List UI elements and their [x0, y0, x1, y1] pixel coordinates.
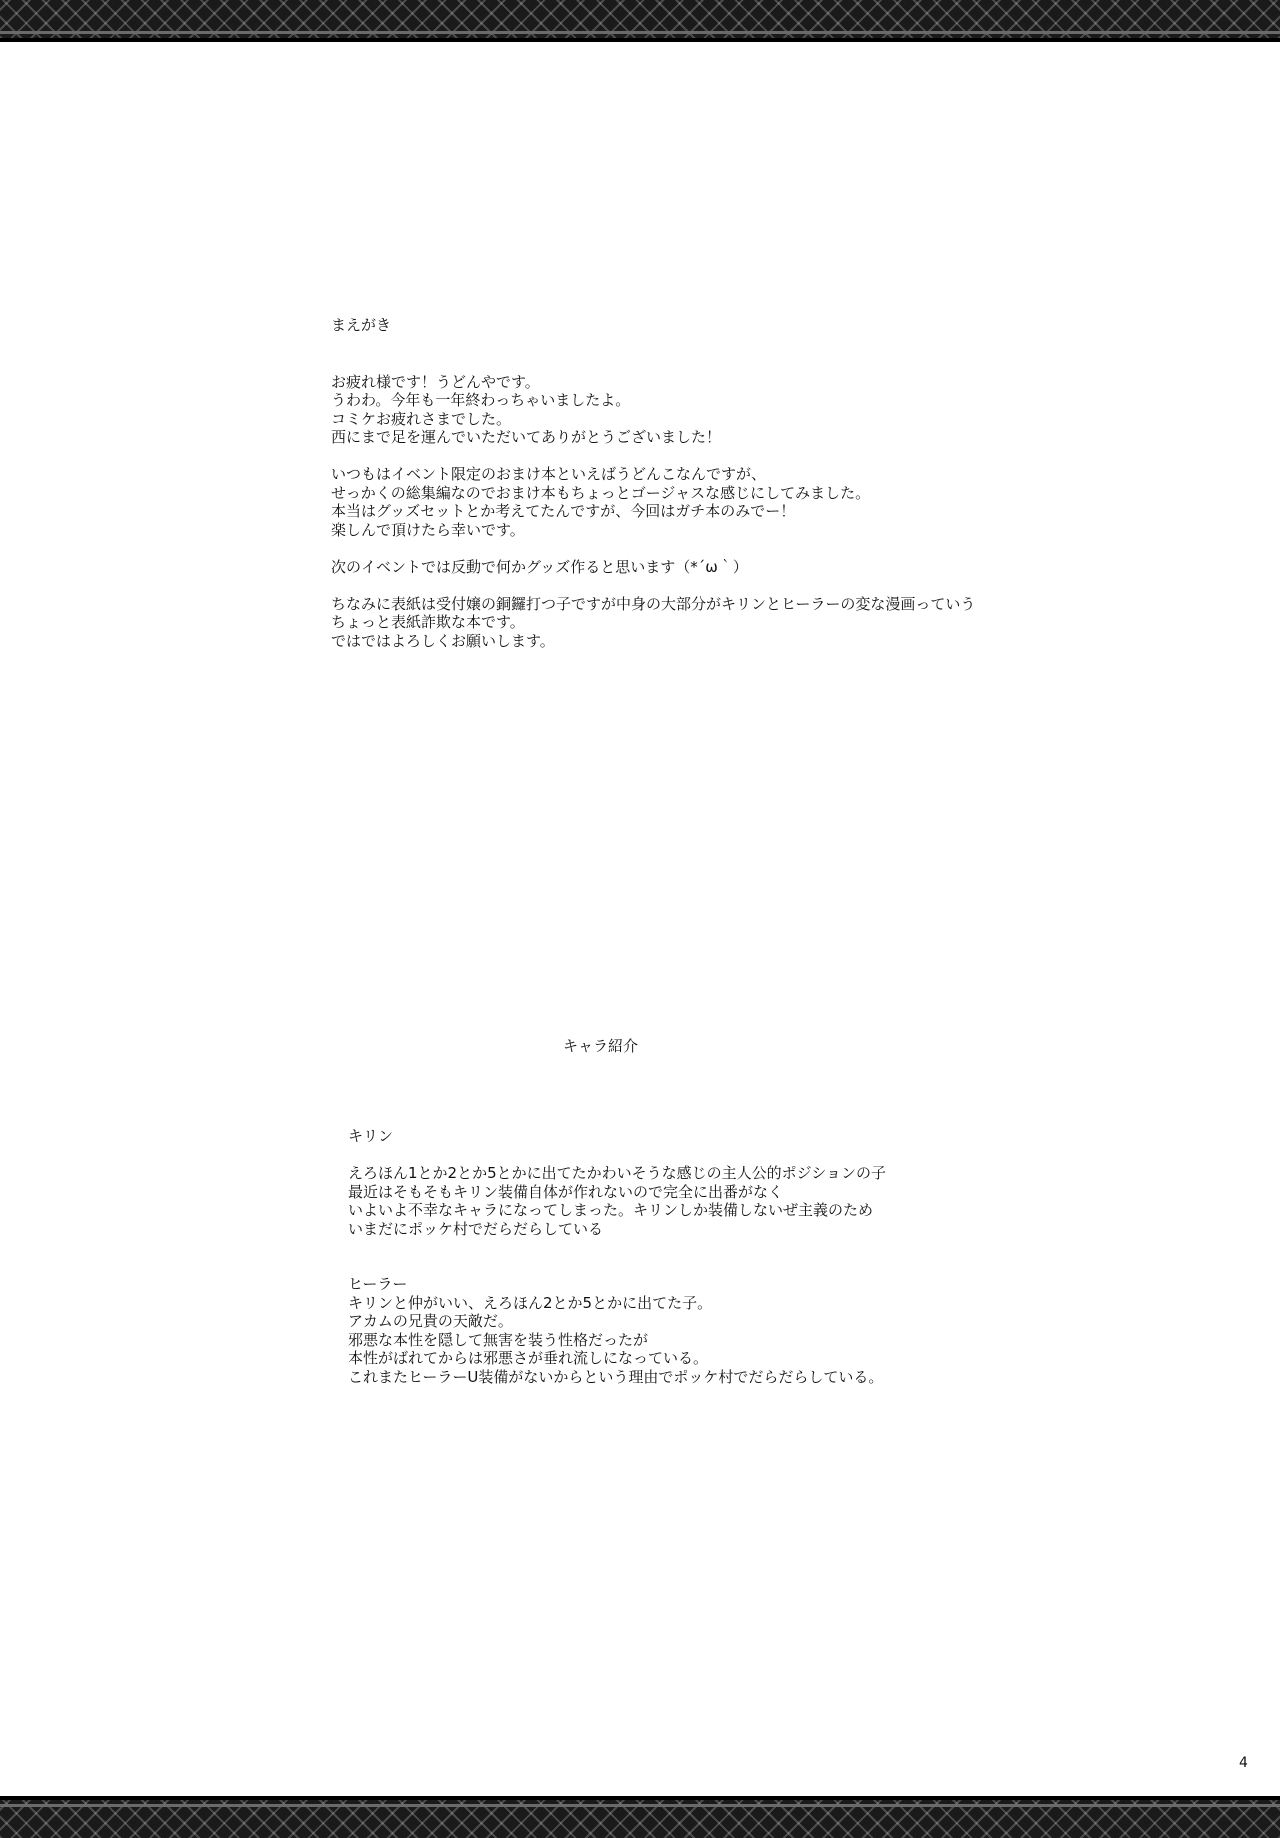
top-border-decoration [0, 0, 1280, 42]
preface-line: 本当はグッズセットとか考えてたんですが、今回はガチ本のみでー！ [331, 502, 796, 520]
blank-line [348, 1257, 886, 1276]
kirin-description-line: 最近はそもそもキリン装備自体が作れないので完全に出番がなく [348, 1182, 784, 1201]
blank-line [331, 447, 975, 466]
blank-line [331, 539, 975, 558]
bottom-border-decoration [0, 1796, 1280, 1838]
preface-line: いつもはイベント限定のおまけ本といえばうどんこなんですが、 [331, 465, 767, 483]
healer-description-line: アカムの兄貴の天敵だ。 [348, 1312, 513, 1330]
healer-description-line: キリンと仲がいい、えろほん2とか5とかに出てた子。 [348, 1293, 713, 1312]
healer-description-line: 本性がばれてからは邪悪さが垂れ流しになっている。 [348, 1349, 709, 1367]
healer-name: ヒーラー [348, 1275, 408, 1293]
kirin-description-line: いまだにポッケ村でだらだらしている [348, 1219, 604, 1238]
character-intro-heading: キャラ紹介 [563, 1037, 639, 1055]
preface-line: ちょっと表紙詐欺な本です。 [331, 613, 525, 631]
blank-line [331, 576, 975, 595]
blank-line [348, 1146, 886, 1165]
page-number: 4 [1239, 1755, 1248, 1771]
character-section [348, 1127, 886, 1386]
kirin-description-line: えろほん1とか2とか5とかに出てたかわいそうな感じの主人公的ポジションの子 [348, 1164, 886, 1182]
preface-line: 楽しんで頂けたら幸いです。 [331, 520, 525, 539]
kirin-name: キリン [348, 1127, 394, 1145]
blank-line [348, 1238, 886, 1257]
preface-line: 次のイベントでは反動で何かグッズ作ると思います（*´ω｀） [331, 557, 748, 576]
preface-title: まえがき [331, 316, 392, 334]
preface-line: ではではよろしくお願いします。 [331, 631, 555, 650]
preface-line: お疲れ様です！うどんやです。 [331, 372, 540, 391]
preface-line: せっかくの総集編なのでおまけ本もちょっとゴージャスな感じにしてみました。 [331, 483, 871, 502]
kirin-description-line: いよいよ不幸なキャラになってしまった。キリンしか装備しないぜ主義のため [348, 1201, 874, 1219]
preface-line: 西にまで足を運んでいただいてありがとうございました！ [331, 428, 722, 446]
preface-line: ちなみに表紙は受付嬢の銅鑼打つ子ですが中身の大部分がキリンとヒーラーの変な漫画っていう [331, 594, 976, 613]
healer-description-line: 邪悪な本性を隠して無害を装う性格だったが [348, 1330, 649, 1349]
preface-line: コミケお疲れさまでした。 [331, 409, 512, 428]
preface-line: うわわ。今年も一年終わっちゃいましたよ。 [331, 391, 631, 409]
preface-section [331, 316, 975, 650]
healer-description-line: これまたヒーラーU装備がないからという理由でポッケ村でだらだらしている。 [348, 1367, 884, 1386]
